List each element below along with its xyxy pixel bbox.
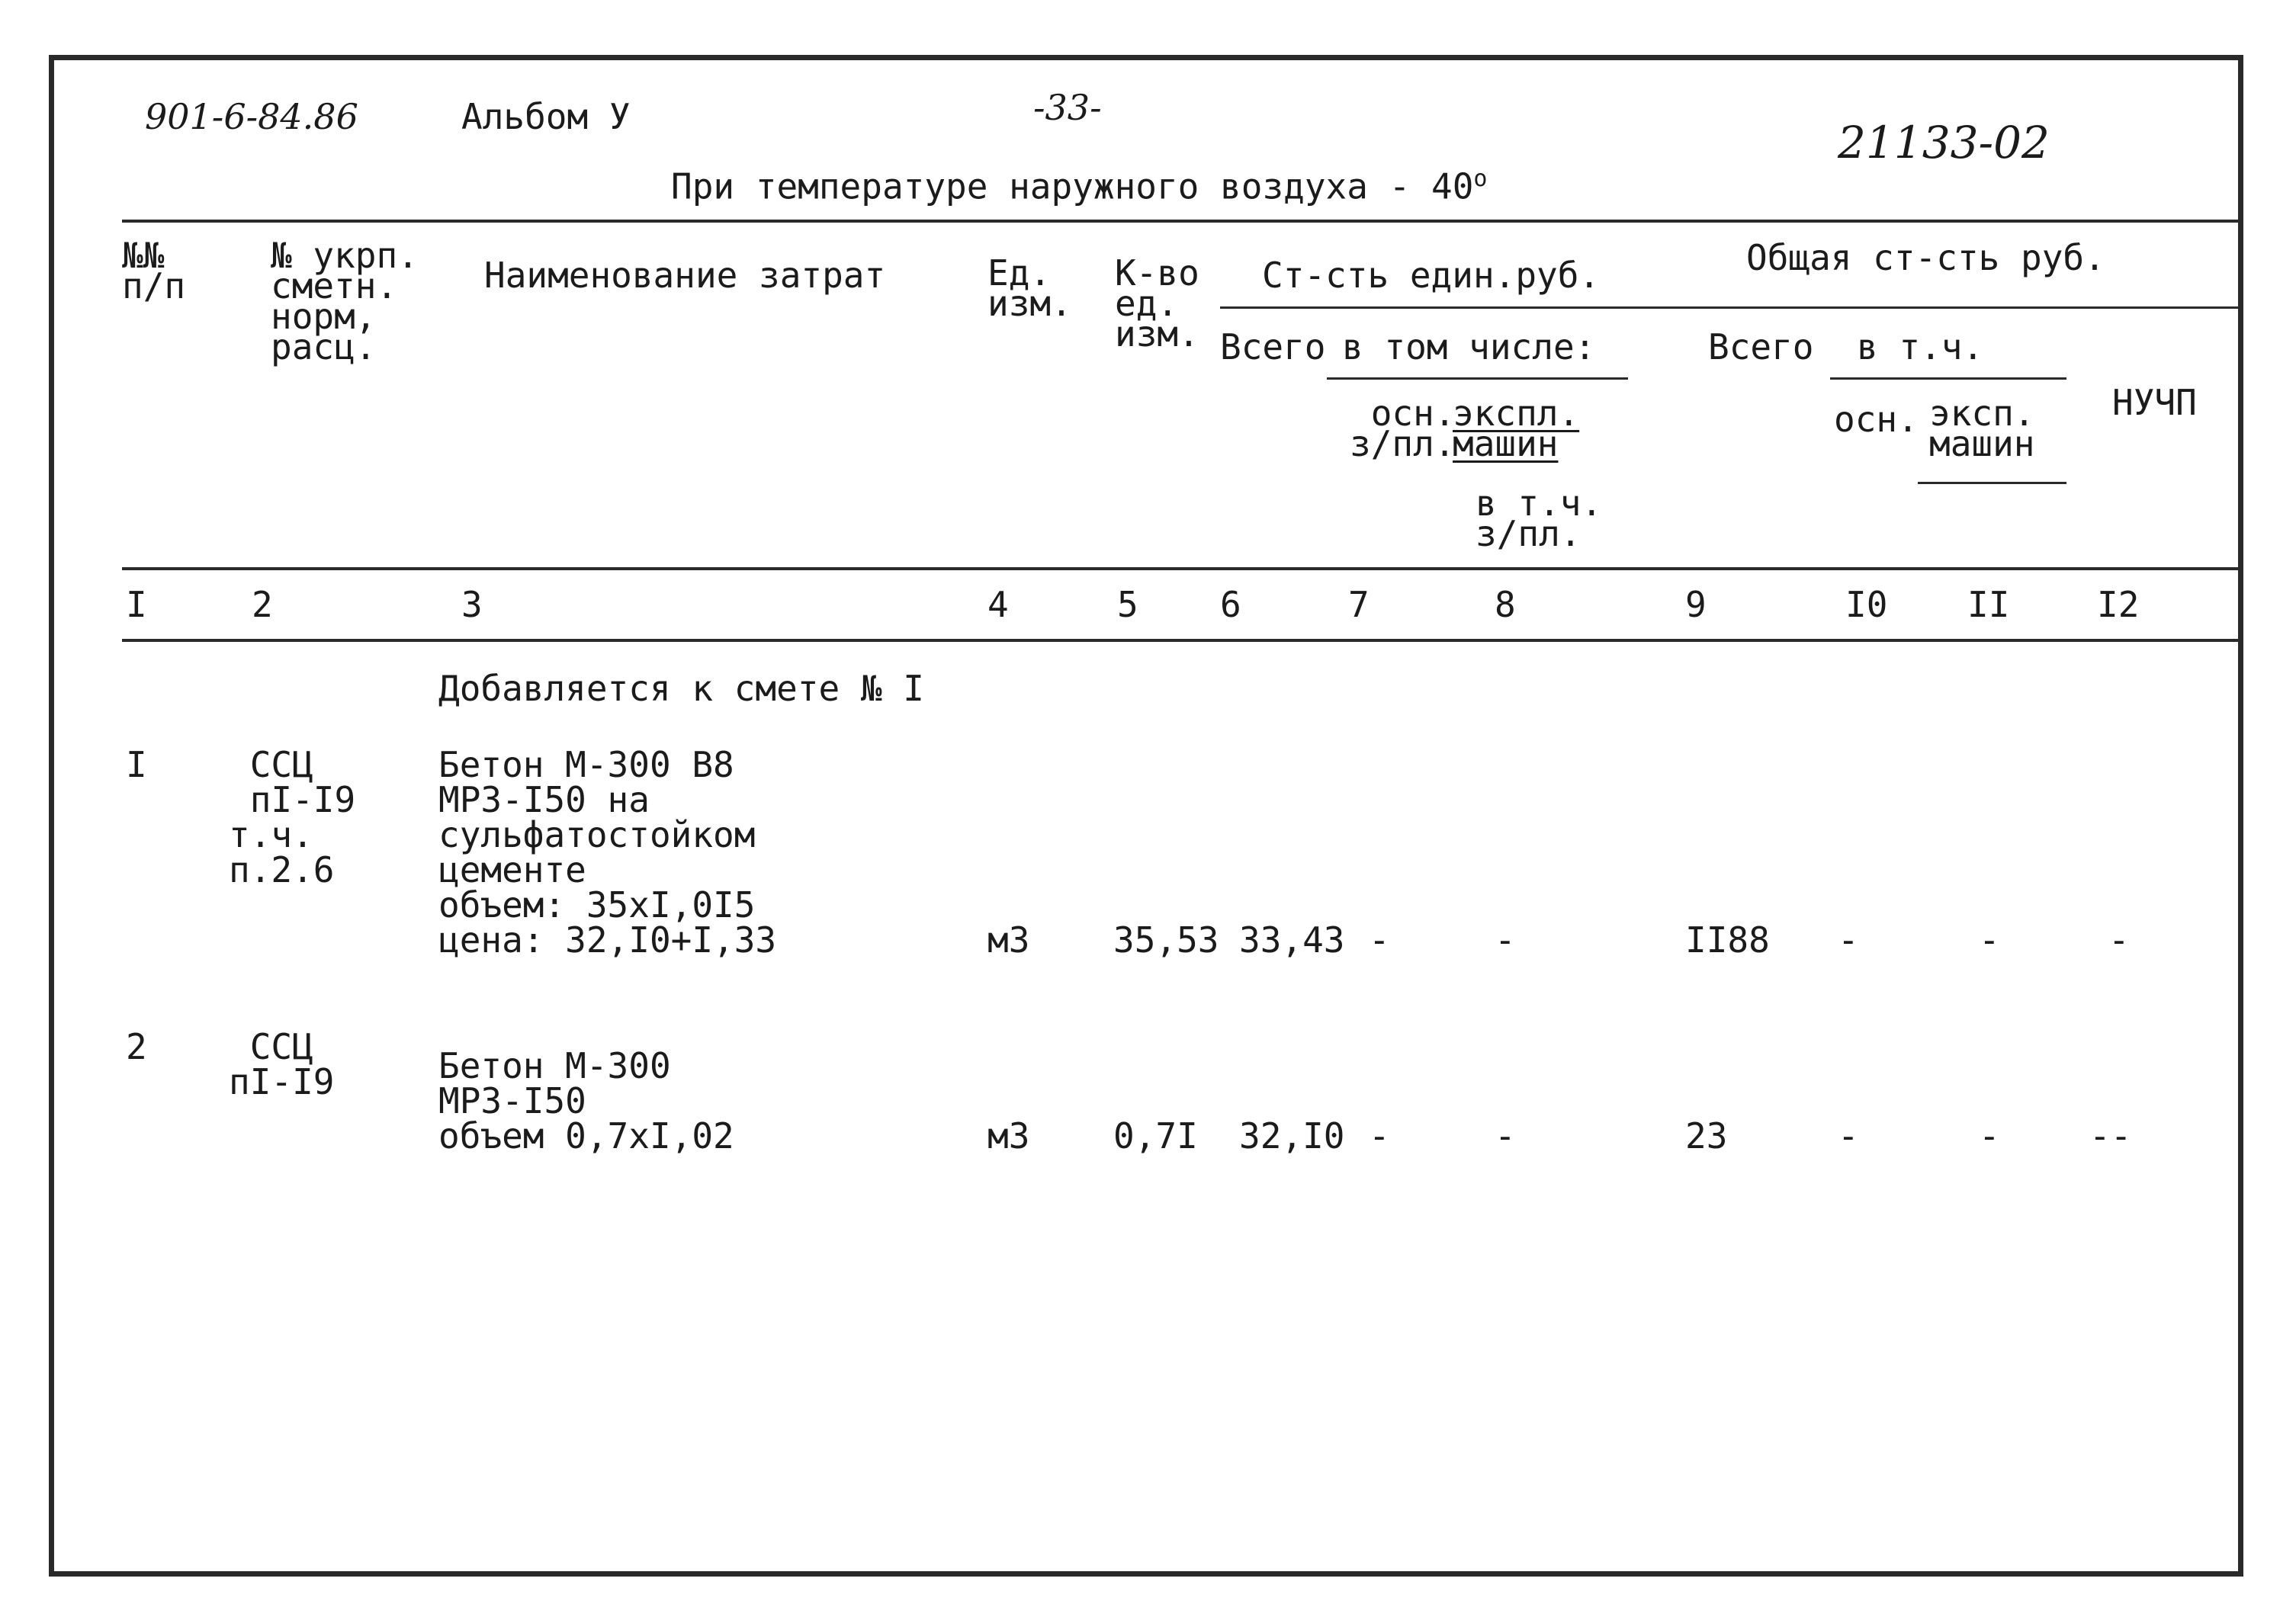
total-incl-rule (1830, 377, 2066, 380)
row-2-unit-osn: - (1369, 1115, 1390, 1156)
degree-mark: o (1473, 165, 1488, 192)
temperature-title: При температуре наружного воздуха - 40$^o$ (671, 165, 1488, 207)
row-2-name: Бетон М-300 МРЗ-I50 объем 0,7хI,02 (438, 1045, 734, 1156)
row-2-code: ССЦ пI-I9 (229, 1026, 335, 1102)
total-mach-rule (1918, 482, 2066, 484)
row-2-unit-mach: - (1495, 1115, 1516, 1156)
row-1-nuchp: - (2108, 919, 2130, 961)
unit-mach-wage-header: в т.ч. з/пл. (1476, 483, 1603, 554)
row-2-unit-total: 32,I0 (1239, 1115, 1345, 1156)
row-1-total: II88 (1685, 919, 1770, 961)
unit-incl-header: в том числе: (1342, 326, 1596, 367)
table-top-rule (122, 220, 2242, 223)
col-header-code: № укрп. сметн. норм, расц. (271, 235, 419, 367)
row-1-unit-mach: - (1495, 919, 1516, 961)
col-number: 7 (1348, 584, 1370, 625)
total-mach-header: эксп. машин (1929, 393, 2035, 464)
unit-mach-header: экспл. машин (1453, 393, 1580, 464)
col-number: I (126, 584, 147, 625)
doc-code: 901-6-84.86 (145, 96, 358, 137)
row-1-code: ССЦ пI-I9 т.ч. п.2.6 (229, 744, 356, 890)
unit-cost-header: Ст-сть един.руб. (1262, 255, 1601, 296)
row-1-total-osn: - (1838, 919, 1859, 961)
row-1-unit-total: 33,43 (1239, 919, 1345, 961)
row-1-qty: 35,53 (1113, 919, 1219, 961)
row-1-unit: м3 (987, 919, 1030, 961)
row-2-total-osn: - (1838, 1115, 1859, 1156)
unit-incl-rule (1327, 377, 1628, 380)
unit-total-header: Всего (1220, 326, 1326, 367)
album-label: Альбом У (461, 96, 631, 137)
col-number: I2 (2097, 584, 2140, 625)
col-number: 3 (461, 584, 483, 625)
col-number: 5 (1117, 584, 1138, 625)
row-1-name: Бетон М-300 В8 МРЗ-I50 на сульфатостойком цементе объем: 35хI,0I5 цена: 32,I0+I,33 (438, 744, 777, 961)
row-2-nuchp: -- (2089, 1115, 2132, 1156)
row-2-unit: м3 (987, 1115, 1030, 1156)
col-header-num: №№ п/п (122, 235, 186, 306)
col-header-qty: К-во ед. изм. (1115, 252, 1199, 354)
row-1-num: I (126, 744, 147, 785)
section-title: Добавляется к смете № I (438, 668, 924, 709)
numbers-bottom-rule (122, 639, 2242, 642)
total-total-header: Всего (1708, 326, 1814, 367)
row-2-qty: 0,7I (1113, 1115, 1198, 1156)
reference-code: 21133-02 (1838, 117, 2050, 168)
col-header-unit: Ед. изм. (987, 252, 1072, 324)
header-bottom-rule (122, 567, 2242, 570)
col-number: 8 (1495, 584, 1516, 625)
row-1-unit-osn: - (1369, 919, 1390, 961)
total-incl-header: в т.ч. (1857, 326, 1984, 367)
total-cost-header: Общая ст-сть руб. (1746, 237, 2105, 278)
col-number: 4 (987, 584, 1009, 625)
row-2-num: 2 (126, 1026, 147, 1067)
col-header-nuchp: НУЧП (2112, 382, 2197, 423)
col-header-name: Наименование затрат (484, 255, 886, 296)
page-number: -33- (1033, 87, 1102, 128)
col-number: II (1967, 584, 2010, 625)
total-osn-header: осн. (1834, 399, 1919, 440)
col-number: 9 (1685, 584, 1707, 625)
col-number: 6 (1220, 584, 1241, 625)
row-2-total-mach: - (1979, 1115, 2000, 1156)
row-1-total-mach: - (1979, 919, 2000, 961)
group-header-rule (1220, 306, 2242, 309)
row-2-total: 23 (1685, 1115, 1728, 1156)
unit-osn-header: осн. з/пл. (1350, 393, 1456, 464)
col-number: 2 (252, 584, 273, 625)
col-number: I0 (1845, 584, 1888, 625)
